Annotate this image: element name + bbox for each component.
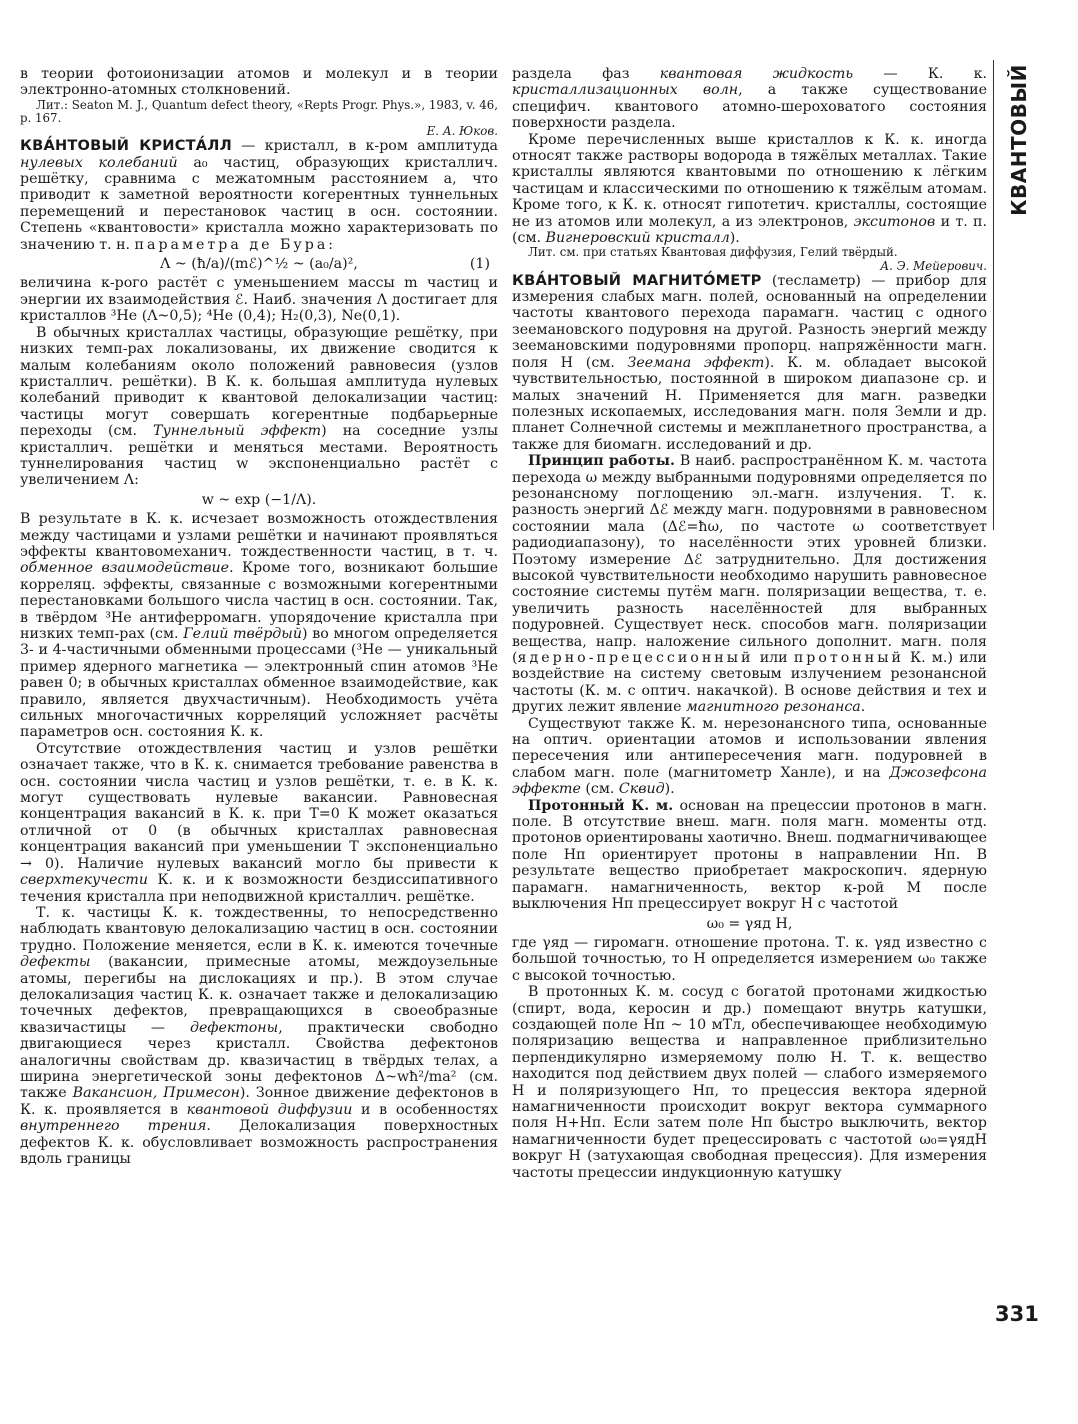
entry-title: КВА́НТОВЫЙ КРИСТА́ЛЛ <box>20 137 232 155</box>
spaced-term: протонный <box>793 650 904 667</box>
entry-quantum-magnetometer <box>512 273 987 453</box>
formula: ω₀ = γяд H, <box>706 915 793 932</box>
link-term: обменное взаимодействие <box>20 560 230 577</box>
link-term: дефекты <box>20 954 91 971</box>
link-term: Вакансион, Примесон <box>72 1085 240 1102</box>
text-run: ) на соседние узлы кристаллич. решётки и меняться местами. Вероятность туннелирования частиц w экспоненциально растёт с увеличением Λ: <box>20 423 498 489</box>
spaced-term: ядерно-прецессионный <box>517 650 754 667</box>
link-term: Зеемана эффект <box>627 354 765 371</box>
link-term: экситонов <box>853 213 936 230</box>
link-term: Вигнеровский кристалл <box>545 230 730 247</box>
text-run: . Кроме того, возникают большие корреляц. эффекты, связанные с возможными когерентными перестановками большого числа частиц в осн. состоянии. Так, в твёрдом ³He антиферромагн. упорядочение кристалла при низких темп-рах (см. <box>20 560 499 642</box>
text-run: a₀ частиц, образующих кристаллич. решётку, сравнима с межатомным расстоянием a, что приводит к заметной вероятности когерентных туннельных перемещений и перестановок частиц в осн. состоянии. Степень «квантовости» кристалла можно характеризовать по значению т. н. <box>20 154 498 253</box>
text-run: К. м.) или воздействие на систему световым излучением резонансной частоты (К. м. с оптич. накачкой). В основе действия и тех и других лежит явление <box>512 650 987 716</box>
link-term: кристаллизационных волн <box>512 82 739 99</box>
text-run: (см. <box>580 781 619 798</box>
text-run: Кроме перечисленных выше кристаллов к К. к. иногда относят также растворы водорода в тяжёлых металлах. Такие кристаллы являются квантовыми по отношению к лёгким частицам и классическими по отношению к тяжёлым атомам. Кроме того, к К. к. относят гипотетич. кристаллы, состоящие не из атомов или молекул, а из электронов, <box>512 131 987 230</box>
text-run: ). Зонное движение дефектонов в К. к. проявляется в <box>20 1085 498 1118</box>
author-signature: Е. А. Юков. <box>426 124 498 139</box>
equation-2 <box>20 492 498 508</box>
text-run: ). К. м. обладает высокой чувствительностью, постоянной в широком диапазоне ср. и малых значений H. Применяется для магн. разведки полезных ископаемых, исследования магн. поля Земли и др. планет Солнечной системы и межпланетного пространства, а также для биомагн. исследований и др. <box>512 354 987 453</box>
link-term: Гелий твёрдый <box>183 626 302 642</box>
text-run: В наиб. распространённом К. м. частота перехода ω между выбранными подуровнями определяется по резонансному поглощению эл.-магн. излучения. Т. к. разность энергий Δℰ между магн. подуровнями в равновесном состоянии мала (Δℰ=ħω, по частоте ω соответствует радиодиапазону), то населённости этих уровней близки. Поэтому измерение Δℰ затруднительно. Для достижения высокой чувствительности необходимо нарушить равновесное состояние системы путём магн. поляризации вещества, т. е. увеличить разность населённостей для выбранных подуровней. Существует неск. способов магн. поляризации вещества, напр. наложение сильного дополнит. магн. поля ( <box>512 453 988 667</box>
paragraph: где γяд — гиромагн. отношение протона. Т. к. γяд известно с большой точностью, то H определяется измерением ω₀ также с высокой точностью. <box>512 934 987 984</box>
running-head-text: КВАНТОВЫЙ <box>1007 64 1032 216</box>
column-rule <box>993 60 994 530</box>
link-term: квантовой диффузии <box>186 1101 353 1118</box>
text-run: раздела фаз <box>512 66 660 82</box>
entry-quantum-crystal <box>20 138 498 253</box>
text-run: : <box>328 236 334 253</box>
text-run: Отсутствие отождествления частиц и узлов решётки означает также, что в К. к. снимается требование равенства в осн. состоянии числа частиц и узлов решётки, т. е. в К. к. могут существовать нулевые вакансии. Равновесная концентрация вакансий в К. к. при T=0 К может оказаться отличной от 0 (в обычных кристаллах равновесная концентрация вакансий при уменьшении T экспоненциально → 0). Наличие нулевых вакансий могло бы привести к <box>20 740 498 872</box>
page-number: 331 <box>995 1302 1039 1326</box>
text-run: — кристалл, в к-ром амплитуда <box>231 138 499 155</box>
author-signature: А. Э. Мейерович. <box>880 258 987 273</box>
paragraph <box>512 66 987 132</box>
paragraph <box>20 741 498 905</box>
link-term: Сквид <box>618 781 665 798</box>
section-heading: Протонный К. м. <box>528 797 674 814</box>
link-term: дефектоны <box>189 1019 279 1036</box>
spaced-term: параметра де Бура <box>134 236 329 253</box>
equation-1 <box>20 256 498 272</box>
text-run: или <box>753 650 794 667</box>
text-run: Т. к. частицы К. к. тождественны, то непосредственно наблюдать квантовую делокализацию частиц в осн. состоянии трудно. Положение меняется, если в К. к. имеются точечные <box>20 904 498 954</box>
paragraph <box>20 325 498 489</box>
entry-title: КВА́НТОВЫЙ МАГНИТО́МЕТР <box>512 271 762 289</box>
paragraph <box>20 905 498 1168</box>
literature-ref: Лит. см. при статьях Квантовая диффузия, Гелий твёрдый. <box>528 245 898 260</box>
text-run: В обычных кристаллах частицы, образующие решётку, при низких темп-рах локализованы, их движение сводится к малым колебаниям около положений равновесия (узлов кристаллич. решётки). В К. к. большая амплитуда нулевых колебаний приводит к квантовой делокализации частиц: частицы могут совершать когерентные подбарьерные переходы (см. <box>20 324 498 440</box>
text-run: , практически свободно двигающиеся через кристалл. Свойства дефектонов аналогичны свойствам др. квазичастиц в твёрдых телах, а ширина энергетической зоны дефектонов Δ~wħ²/ma² (см. также <box>20 1019 498 1102</box>
text-run: . <box>860 699 866 716</box>
text-run: основан на прецессии протонов в магн. поле. В отсутствие внеш. магн. поля магн. моменты отд. протонов ориентированы хаотично. Внеш. подмагничивающее поле Hп ориентирует протоны в направлении Hп. В результате вещество приобретает макроскопич. ядерную парамагн. намагниченность, вектор к-рой M после выключения Hп прецессирует вокруг H с частотой <box>512 797 987 913</box>
formula: w ~ exp (−1/Λ). <box>201 491 317 508</box>
section-heading: Принцип работы. <box>528 453 675 470</box>
paragraph: В протонных К. м. сосуд с богатой протонами жидкостью (спирт, вода, керосин и др.) помещают внутрь катушки, создающей поле Hп ~ 10 мТл, обеспечивающее необходимую поляризацию вещества и направленное приблизительно перпендикулярно измеряемому полю H. Т. к. вещество находится под действием двух полей — слабого измеряемого H и поляризующего Hп, то прецессия вектора ядерной намагниченности происходит вокруг вектора суммарного поля H+Hп. Если затем поле Hп быстро выключить, вектор намагниченности будет прецессировать с частотой ω₀=γядH вокруг H (затухающая свободная прецессия). Для измерения частоты прецессии индукционную катушку <box>512 984 987 1181</box>
equation-3 <box>512 916 987 932</box>
running-head <box>1007 64 1032 216</box>
text-run: и т. п. (см. <box>512 213 988 247</box>
text-run: В результате в К. к. исчезает возможность отождествления между частицами и узлами решётки и начинают проявляться эффекты квантовомеханич. тождественности частиц, в т. ч. <box>20 511 498 560</box>
text-run: ) во многом определяется 3- и 4-частичными обменными процессами (³He — уникальный пример ядерного магнетика — электронный спин атомов ³He равен 0; в обычных кристаллах обменное взаимодействие, как правило, является двухчастичным). Необходимость учёта сильных многочастичных корреляций усложняет расчёты параметров осн. состояния К. к. <box>20 626 498 741</box>
right-column <box>512 66 987 1181</box>
text-run: , а также существование специфич. квантового атомно-шероховатого состояния поверхности раздела. <box>512 82 987 132</box>
link-term: внутреннего трения <box>20 1118 207 1135</box>
equation-number: (1) <box>469 256 490 273</box>
paragraph <box>20 511 498 741</box>
text-run: . Делокализация поверхностных дефектов К. к. обусловливает возможность распространения вдоль границы <box>20 1118 498 1167</box>
link-term: магнитного резонанса <box>686 699 861 716</box>
text-run: К. к. и к возможности бездиссипативного течения кристалла при неподвижной кристаллич. решётке. <box>20 872 498 905</box>
text-run: (вакансии, примесные атомы, междоузельные атомы, перегибы на дислокациях и пр.). В этом случае делокализация частиц К. к. означает также и делокализацию точечных дефектов, превращающихся в своеобразные квазичастицы — <box>20 954 498 1036</box>
formula: Λ ~ (ħ/a)/(mℰ)^½ ~ (a₀/a)², <box>160 256 358 273</box>
link-term: Джозефсона эффекте <box>512 764 987 798</box>
paragraph <box>512 716 987 798</box>
link-term: нулевых колебаний <box>20 154 178 171</box>
text-run: (тесламетр) — прибор для измерения слабых магн. полей, основанный на определении частоты квантового перехода парамагн. частиц с одного зеемановского подуровня на другой. Разность энергий между зеемановскими подуровнями пропорц. напряжённости магн. поля H (см. <box>512 272 987 371</box>
link-term: сверхтекучести <box>20 872 148 889</box>
text-run: Существуют также К. м. нерезонансного типа, основанные на оптич. ориентации атомов и использовании явления пересечения или антипересечения магн. подуровней в слабом магн. поле (магнитометр Ханле), и на <box>512 715 987 781</box>
paragraph <box>512 453 987 716</box>
paragraph-intro: в теории фотоионизации атомов и молекул и в теории электронно-атомных столкновений. <box>20 66 498 99</box>
literature-ref: Лит.: Seaton M. J., Quantum defect theory, «Repts Progr. Phys.», 1983, v. 46, p. 167. <box>20 97 498 126</box>
paragraph: величина к-рого растёт с уменьшением массы m частиц и энергии их взаимодействия ℰ. Наиб. значения Λ достигает для кристаллов ³He (Λ~0,5); ⁴He (0,4); H₂(0,3), Ne(0,1). <box>20 275 498 325</box>
link-term: Туннельный эффект <box>153 423 322 440</box>
paragraph <box>512 132 987 247</box>
left-column <box>20 66 498 1167</box>
link-term: квантовая жидкость <box>659 66 854 82</box>
text-run: ). <box>729 230 740 247</box>
text-run: и в особенностях <box>352 1101 498 1118</box>
text-run: — К. к. <box>853 66 988 82</box>
text-run: ). <box>664 781 675 798</box>
paragraph <box>512 798 987 913</box>
